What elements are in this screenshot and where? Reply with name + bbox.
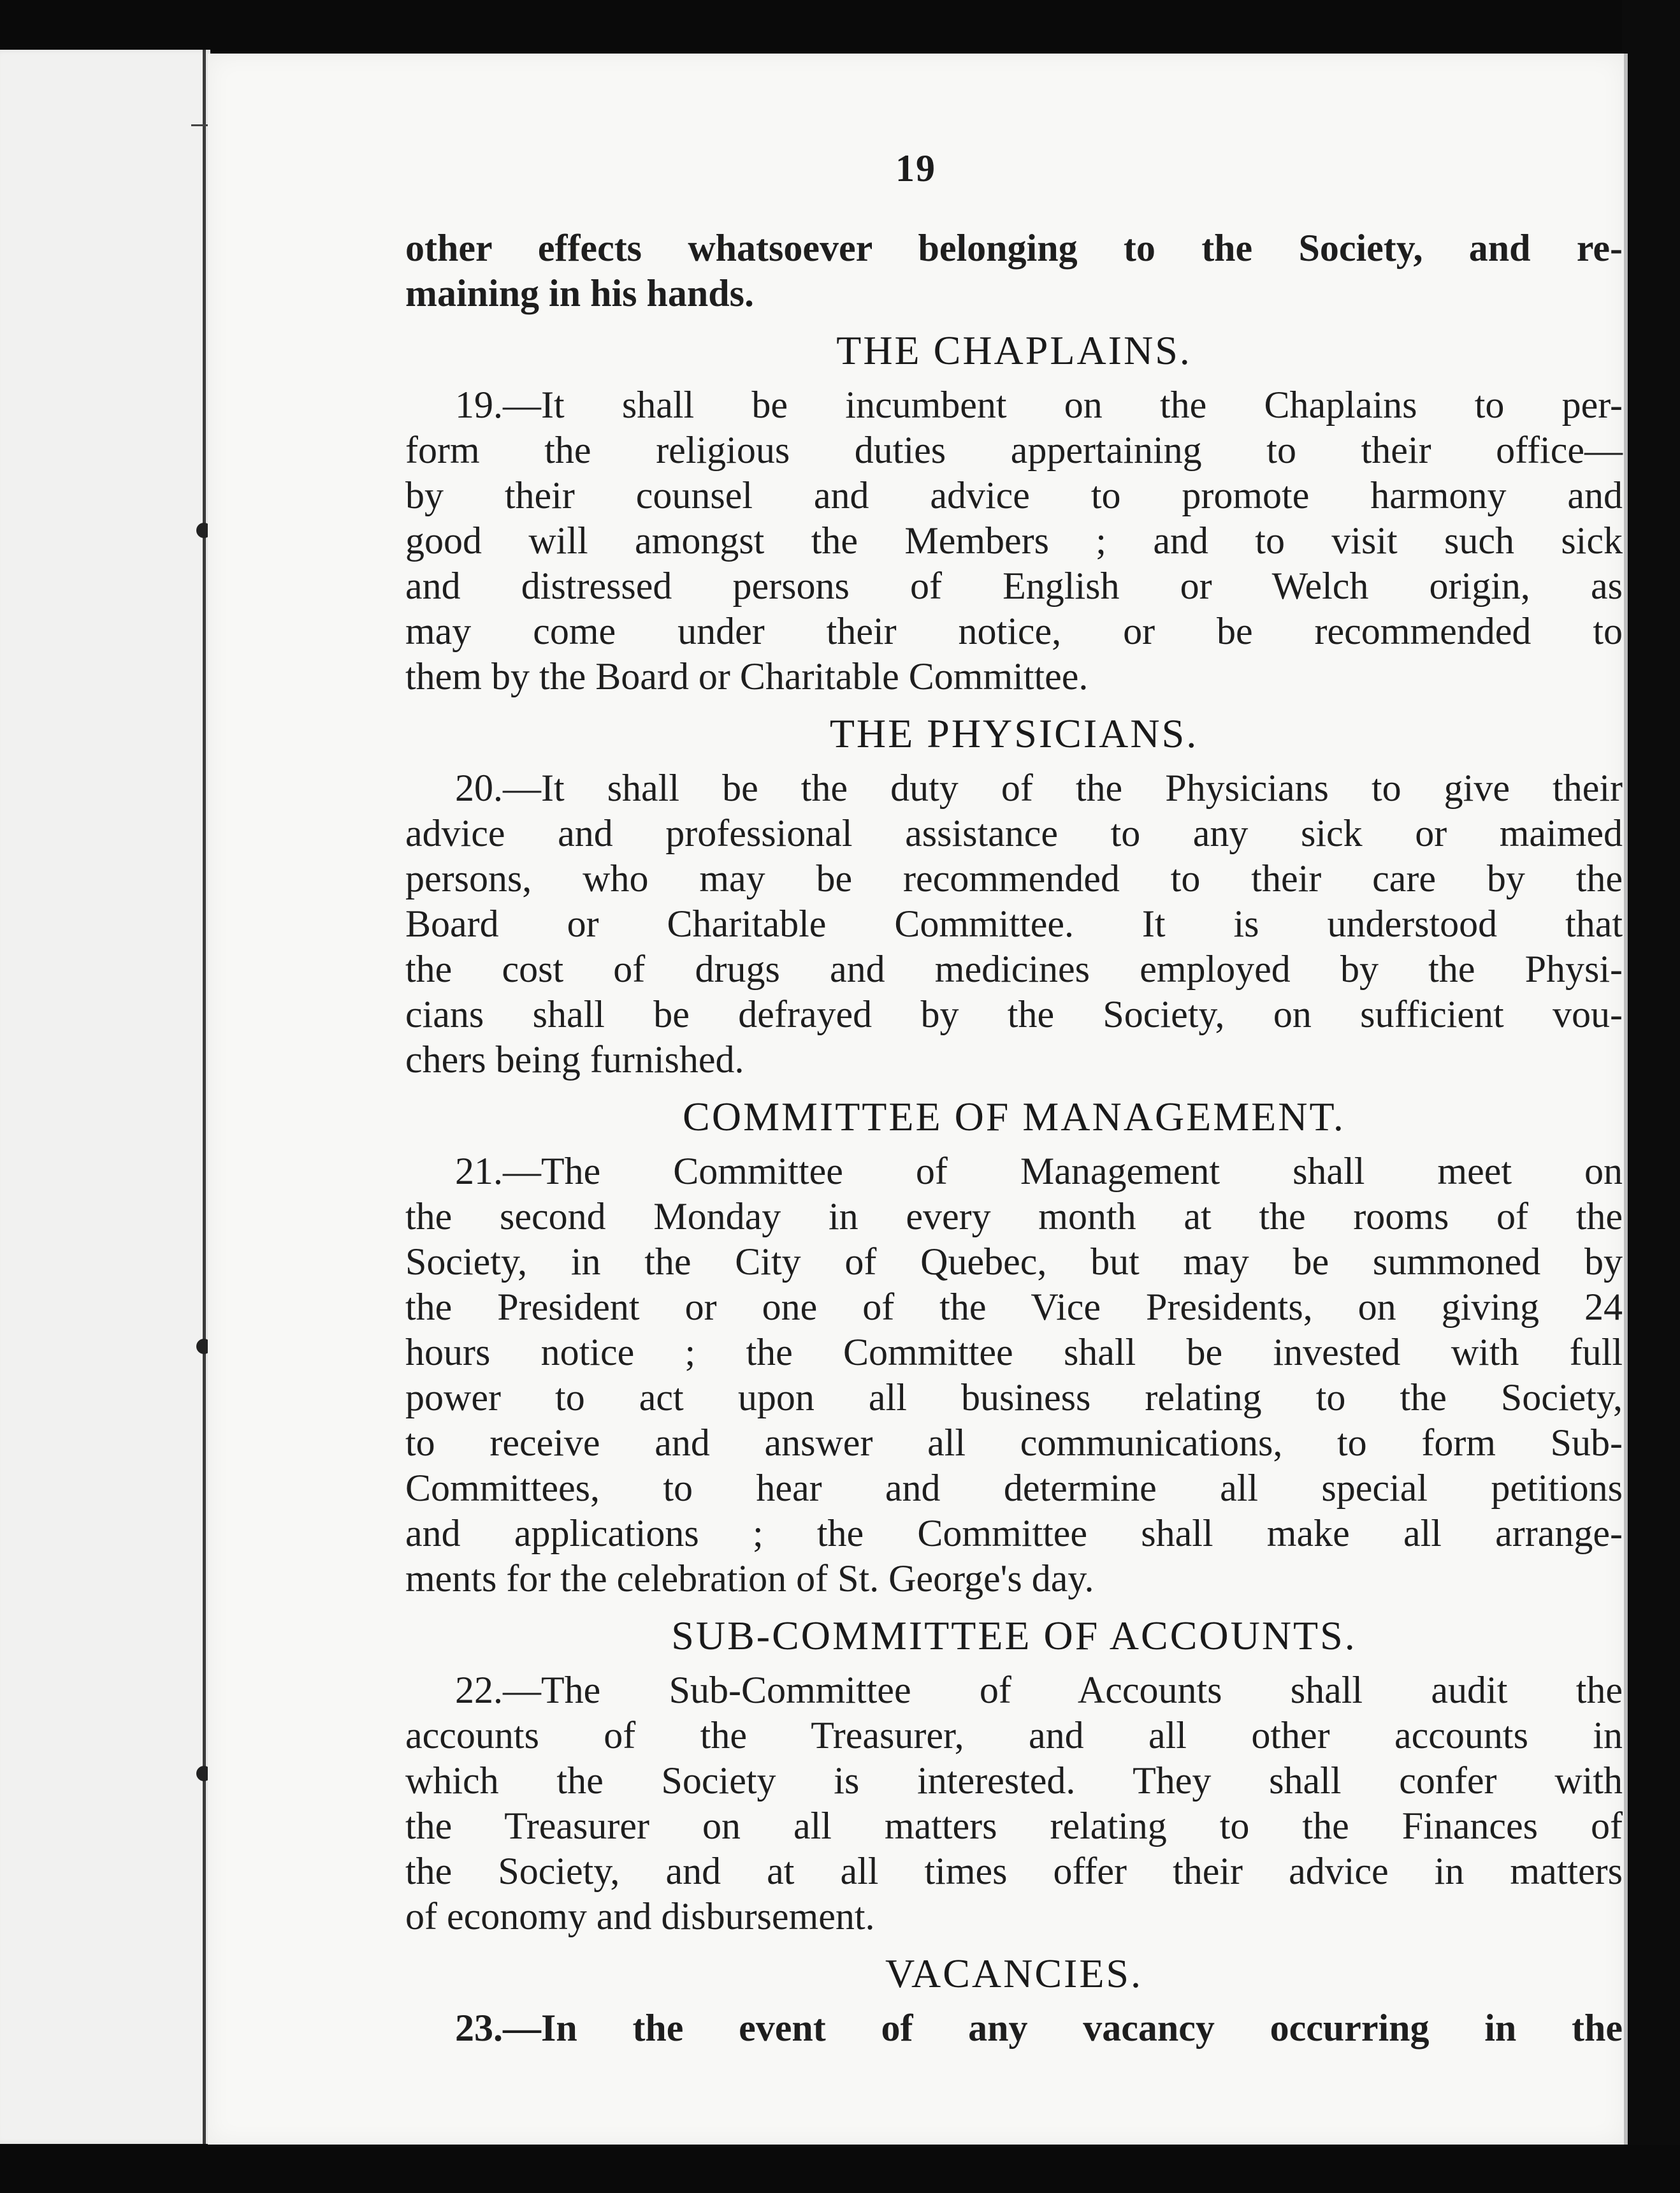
text-line: 20.—It shall be the duty of the Physicians to give their bbox=[455, 767, 1623, 809]
text-line: persons, who may be recommended to their care by the bbox=[405, 857, 1623, 900]
section-heading-management: COMMITTEE OF MANAGEMENT. bbox=[683, 1094, 1345, 1139]
page-number: 19 bbox=[895, 147, 936, 189]
text-line: and applications ; the Committee shall make all arrange- bbox=[405, 1512, 1623, 1554]
text-line: the Treasurer on all matters relating to the Finances of bbox=[405, 1805, 1623, 1847]
scan-right-border bbox=[1622, 0, 1680, 2193]
text-line: by their counsel and advice to promote harmony and bbox=[405, 474, 1623, 516]
section-heading-accounts: SUB-COMMITTEE OF ACCOUNTS. bbox=[671, 1613, 1357, 1658]
text-line: good will amongst the Members ; and to visit such sick bbox=[405, 520, 1623, 562]
scan-bottom-border bbox=[0, 2145, 1680, 2193]
text-line: to receive and answer all communications, to form Sub- bbox=[405, 1422, 1623, 1464]
text-line: 19.—It shall be incumbent on the Chaplains to per- bbox=[455, 384, 1623, 426]
text-line: the second Monday in every month at the rooms of the bbox=[405, 1195, 1623, 1237]
article-21-paragraph bbox=[405, 1149, 1623, 1601]
article-22-paragraph bbox=[405, 1668, 1623, 1939]
text-line: other effects whatsoever belonging to the Society, and re- bbox=[405, 227, 1623, 269]
text-line: 21.—The Committee of Management shall meet on bbox=[455, 1150, 1623, 1192]
text-line: maining in his hands. bbox=[405, 272, 754, 314]
document-page bbox=[208, 54, 1628, 2145]
text-line: and distressed persons of English or Welch origin, as bbox=[405, 565, 1623, 607]
text-line: them by the Board or Charitable Committee. bbox=[405, 655, 1089, 697]
text-line: cians shall be defrayed by the Society, on sufficient vou- bbox=[405, 993, 1623, 1035]
text-line: accounts of the Treasurer, and all other accounts in bbox=[405, 1714, 1623, 1756]
text-line: 22.—The Sub-Committee of Accounts shall audit the bbox=[455, 1669, 1623, 1711]
text-line: the Society, and at all times offer their advice in matters bbox=[405, 1850, 1623, 1892]
facing-page-edge bbox=[0, 50, 210, 2144]
text-line: ments for the celebration of St. George's day. bbox=[405, 1557, 1094, 1599]
text-line: Committees, to hear and determine all special petitions bbox=[405, 1467, 1623, 1509]
article-20-paragraph bbox=[405, 766, 1623, 1082]
section-heading-chaplains: THE CHAPLAINS. bbox=[836, 328, 1192, 373]
text-line: form the religious duties appertaining to their office— bbox=[405, 429, 1623, 471]
intro-paragraph bbox=[405, 226, 1623, 316]
text-line: hours notice ; the Committee shall be invested with full bbox=[405, 1331, 1623, 1373]
text-line: advice and professional assistance to any sick or maimed bbox=[405, 812, 1623, 854]
binding-gutter bbox=[203, 50, 206, 2144]
section-heading-vacancies: VACANCIES. bbox=[885, 1951, 1143, 1996]
scan-top-border bbox=[0, 0, 1680, 57]
text-line: may come under their notice, or be recommended to bbox=[405, 610, 1623, 652]
section-heading-physicians: THE PHYSICIANS. bbox=[829, 711, 1199, 756]
text-line: Society, in the City of Quebec, but may be summoned by bbox=[405, 1241, 1623, 1283]
text-line: Board or Charitable Committee. It is understood that bbox=[405, 903, 1623, 945]
text-line: 23.—In the event of any vacancy occurring in the bbox=[455, 2007, 1623, 2049]
text-line: chers being furnished. bbox=[405, 1038, 744, 1081]
article-19-paragraph bbox=[405, 382, 1623, 699]
article-23-paragraph bbox=[405, 2006, 1623, 2051]
text-line: the cost of drugs and medicines employed by the Physi- bbox=[405, 948, 1623, 990]
text-line: power to act upon all business relating to the Society, bbox=[405, 1376, 1623, 1418]
text-line: the President or one of the Vice Presidents, on giving 24 bbox=[405, 1286, 1623, 1328]
text-line: of economy and disbursement. bbox=[405, 1895, 875, 1937]
page-text bbox=[405, 226, 1623, 2051]
text-line: which the Society is interested. They shall confer with bbox=[405, 1759, 1623, 1802]
